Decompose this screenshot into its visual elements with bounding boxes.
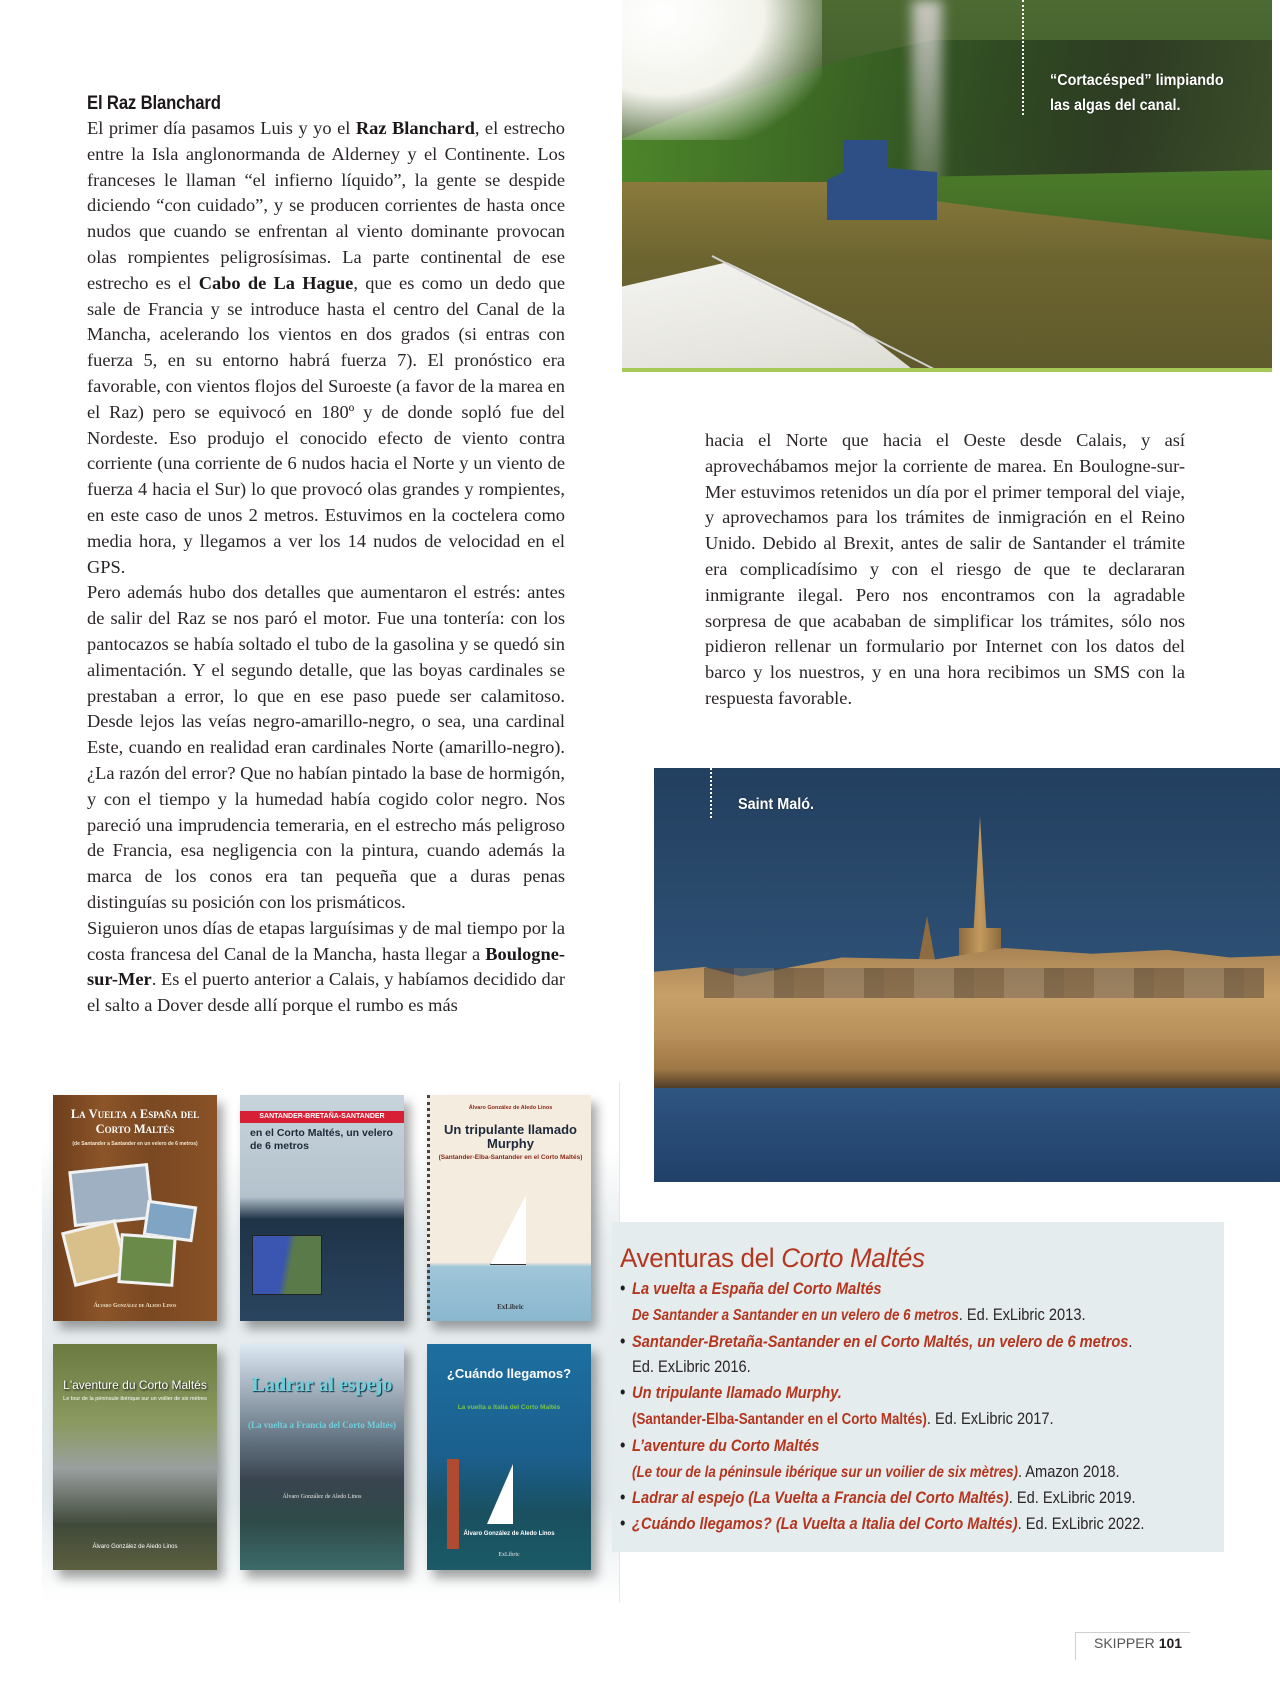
book-list-item: • ¿Cuándo llegamos? (La Vuelta a Italia del Corto Maltés). Ed. ExLibric 2022.	[620, 1511, 1211, 1537]
photo-roofs	[704, 968, 1264, 998]
canal-photo-caption: “Cortacésped” limpiando las algas del canal.	[1050, 72, 1224, 114]
saint-malo-caption: Saint Maló.	[738, 796, 815, 813]
cover-photo	[117, 1233, 176, 1287]
magazine-name: SKIPPER	[1094, 1635, 1155, 1651]
article-left-column	[87, 92, 565, 1019]
book-cover-ladrar-espejo: Ladrar al espejo (La vuelta a Francia del Corto Maltés) Álvaro González de Aledo Linos	[240, 1344, 404, 1570]
caption-dotted-rule	[710, 768, 712, 818]
cover-sailboat	[487, 1464, 513, 1524]
canal-photo	[622, 0, 1272, 372]
page-number: 101	[1158, 1635, 1183, 1651]
book-cover-tripulante-murphy: Álvaro González de Aledo Linos Un tripulante llamado Murphy (Santander-Elba-Santander en el Corto Maltés) ExLibric	[427, 1095, 591, 1321]
book-cover-cuando-llegamos: ¿Cuándo llegamos? La vuelta a Italia del Corto Maltés Álvaro González de Aledo Linos ExLibric	[427, 1344, 591, 1570]
sidebar-title: Aventuras del Corto Maltés	[620, 1243, 925, 1273]
paragraph-3: Siguieron unos días de etapas larguísimas y de mal tiempo por la costa francesa del Canal de la Mancha, hasta llegar a Boulogne-sur-Mer. Es el puerto anterior a Calais, y habíamos decidido dar el salto a Dover desde allí porque el rumbo es más	[87, 917, 565, 1016]
saint-malo-photo	[654, 768, 1280, 1182]
paragraph-1: El primer día pasamos Luis y yo el Raz Blanchard, el estrecho entre la Isla anglonormanda de Alderney y el Continente. Los franceses le llaman “el infierno líquido”, la gente se despide diciendo “con cuidado”, y se producen corrientes de hasta once nudos que cuando se enfrentan al viento dominante provocan olas rompientes peligrosísimas. La parte continental de ese estrecho es el Cabo de La Hague, que es como un dedo que sale de Francia y se introduce hasta el centro del Canal de la Mancha, acelerando los vientos en dos grados (si entras con fuerza 5, en su entorno habrá fuerza 7). El pronóstico era favorable, con vientos flojos del Suroeste (a favor de la marea en el Raz) pero se equivocó en 180º y de donde sopló fue del Nordeste. Eso produjo el conocido efecto de viento contra corriente (una corriente de 6 nudos hacia el Norte y un viento de fuerza 4 hacia el Sur) lo que provocó olas grandes y rompientes, en este caso de unos 2 metros. Estuvimos en la coctelera como media hora, y llegamos a ver los 14 nudos de velocidad en el GPS.	[87, 118, 565, 577]
book-cover-vuelta-espana: La Vuelta a España del Corto Maltés (de Santander a Santander en un velero de 6 metros) Álvaro González de Aledo Linos	[53, 1095, 217, 1321]
photo-rampart-wall	[654, 1040, 1280, 1088]
book-list-item: • Santander-Bretaña-Santander en el Corto Maltés, un velero de 6 metros. Ed. ExLibric 2016.	[620, 1329, 1211, 1381]
photo-sky	[622, 0, 822, 140]
book-covers-panel	[42, 1082, 620, 1602]
caption-dotted-rule	[1022, 0, 1024, 115]
book-list-item: • Un tripulante llamado Murphy. (Santander-Elba-Santander en el Corto Maltés). Ed. ExLibric 2017.	[620, 1380, 1211, 1433]
cover-map	[252, 1235, 322, 1295]
book-cover-aventure-corto: L'aventure du Corto Maltés Le tour de la péninsule ibérique sur un voilier de six mètres Álvaro González de Aledo Linos	[53, 1344, 217, 1570]
article-right-column: hacia el Norte que hacia el Oeste desde Calais, y así aprovechábamos mejor la corriente de marea. En Boulogne-sur-Mer estuvimos retenidos un día por el primer temporal del viaje, y aprovechamos para los trámites de inmigración en el Reino Unido. Debido al Brexit, antes de salir de Santander el trámite era complicadísimo y con el riesgo de que te declararan inmigrante ilegal. Pero nos encontramos con la agradable sorpresa de que acababan de simplificar los trámites, sólo nos pidieron rellenar un formulario por Internet con los datos del barco y los nuestros, y en una hora recibimos un SMS con la respuesta favorable.	[705, 430, 1185, 708]
paragraph-2: Pero además hubo dos detalles que aumentaron el estrés: antes de salir del Raz se nos paró el motor. Fue una tontería: con los pantocazos se había soltado el tubo de la gasolina y se quedó sin alimentación. Y el segundo detalle, que las boyas cardinales se prestaban a error, lo que en ese paso puede ser calamitoso. Desde lejos las veías negro-amarillo-negro, o sea, una cardinal Este, cuando en realidad eran cardinales Norte (amarillo-negro). ¿La razón del error? Que no habían pintado la base de hormigón, y con el tiempo y la humedad había cogido color negro. Nos pareció una imprudencia temeraria, en el estrecho más peligroso de Francia, esa negligencia con la pintura, cuando además la marca de los conos era tan pequeña que a duras penas distinguías su posición con los prismáticos.	[87, 582, 565, 912]
cover-photo	[68, 1163, 153, 1227]
bold-boulogne: Boulogne-sur-Mer	[87, 943, 565, 990]
book-list-item: • Ladrar al espejo (La Vuelta a Francia del Corto Maltés). Ed. ExLibric 2019.	[620, 1485, 1211, 1511]
photo-sea	[654, 1088, 1280, 1182]
book-list-item: • La vuelta a España del Corto Maltés De Santander a Santander en un velero de 6 metros. Ed. ExLibric 2013.	[620, 1276, 1211, 1329]
bold-cabo-la-hague: Cabo de La Hague	[198, 272, 354, 293]
book-cover-santander-bretana: SANTANDER-BRETAÑA-SANTANDER en el Corto Maltés, un velero de 6 metros	[240, 1095, 404, 1321]
cover-sailboat-drawing	[490, 1195, 526, 1265]
books-sidebar-box	[612, 1222, 1224, 1552]
book-list-item: • L’aventure du Corto Maltés (Le tour de la péninsule ibérique sur un voilier de six mètres). Amazon 2018.	[620, 1433, 1211, 1486]
page-footer	[1075, 1632, 1190, 1660]
section-heading: El Raz Blanchard	[87, 93, 221, 114]
bold-raz-blanchard: Raz Blanchard	[355, 118, 475, 138]
book-list	[620, 1276, 1212, 1537]
